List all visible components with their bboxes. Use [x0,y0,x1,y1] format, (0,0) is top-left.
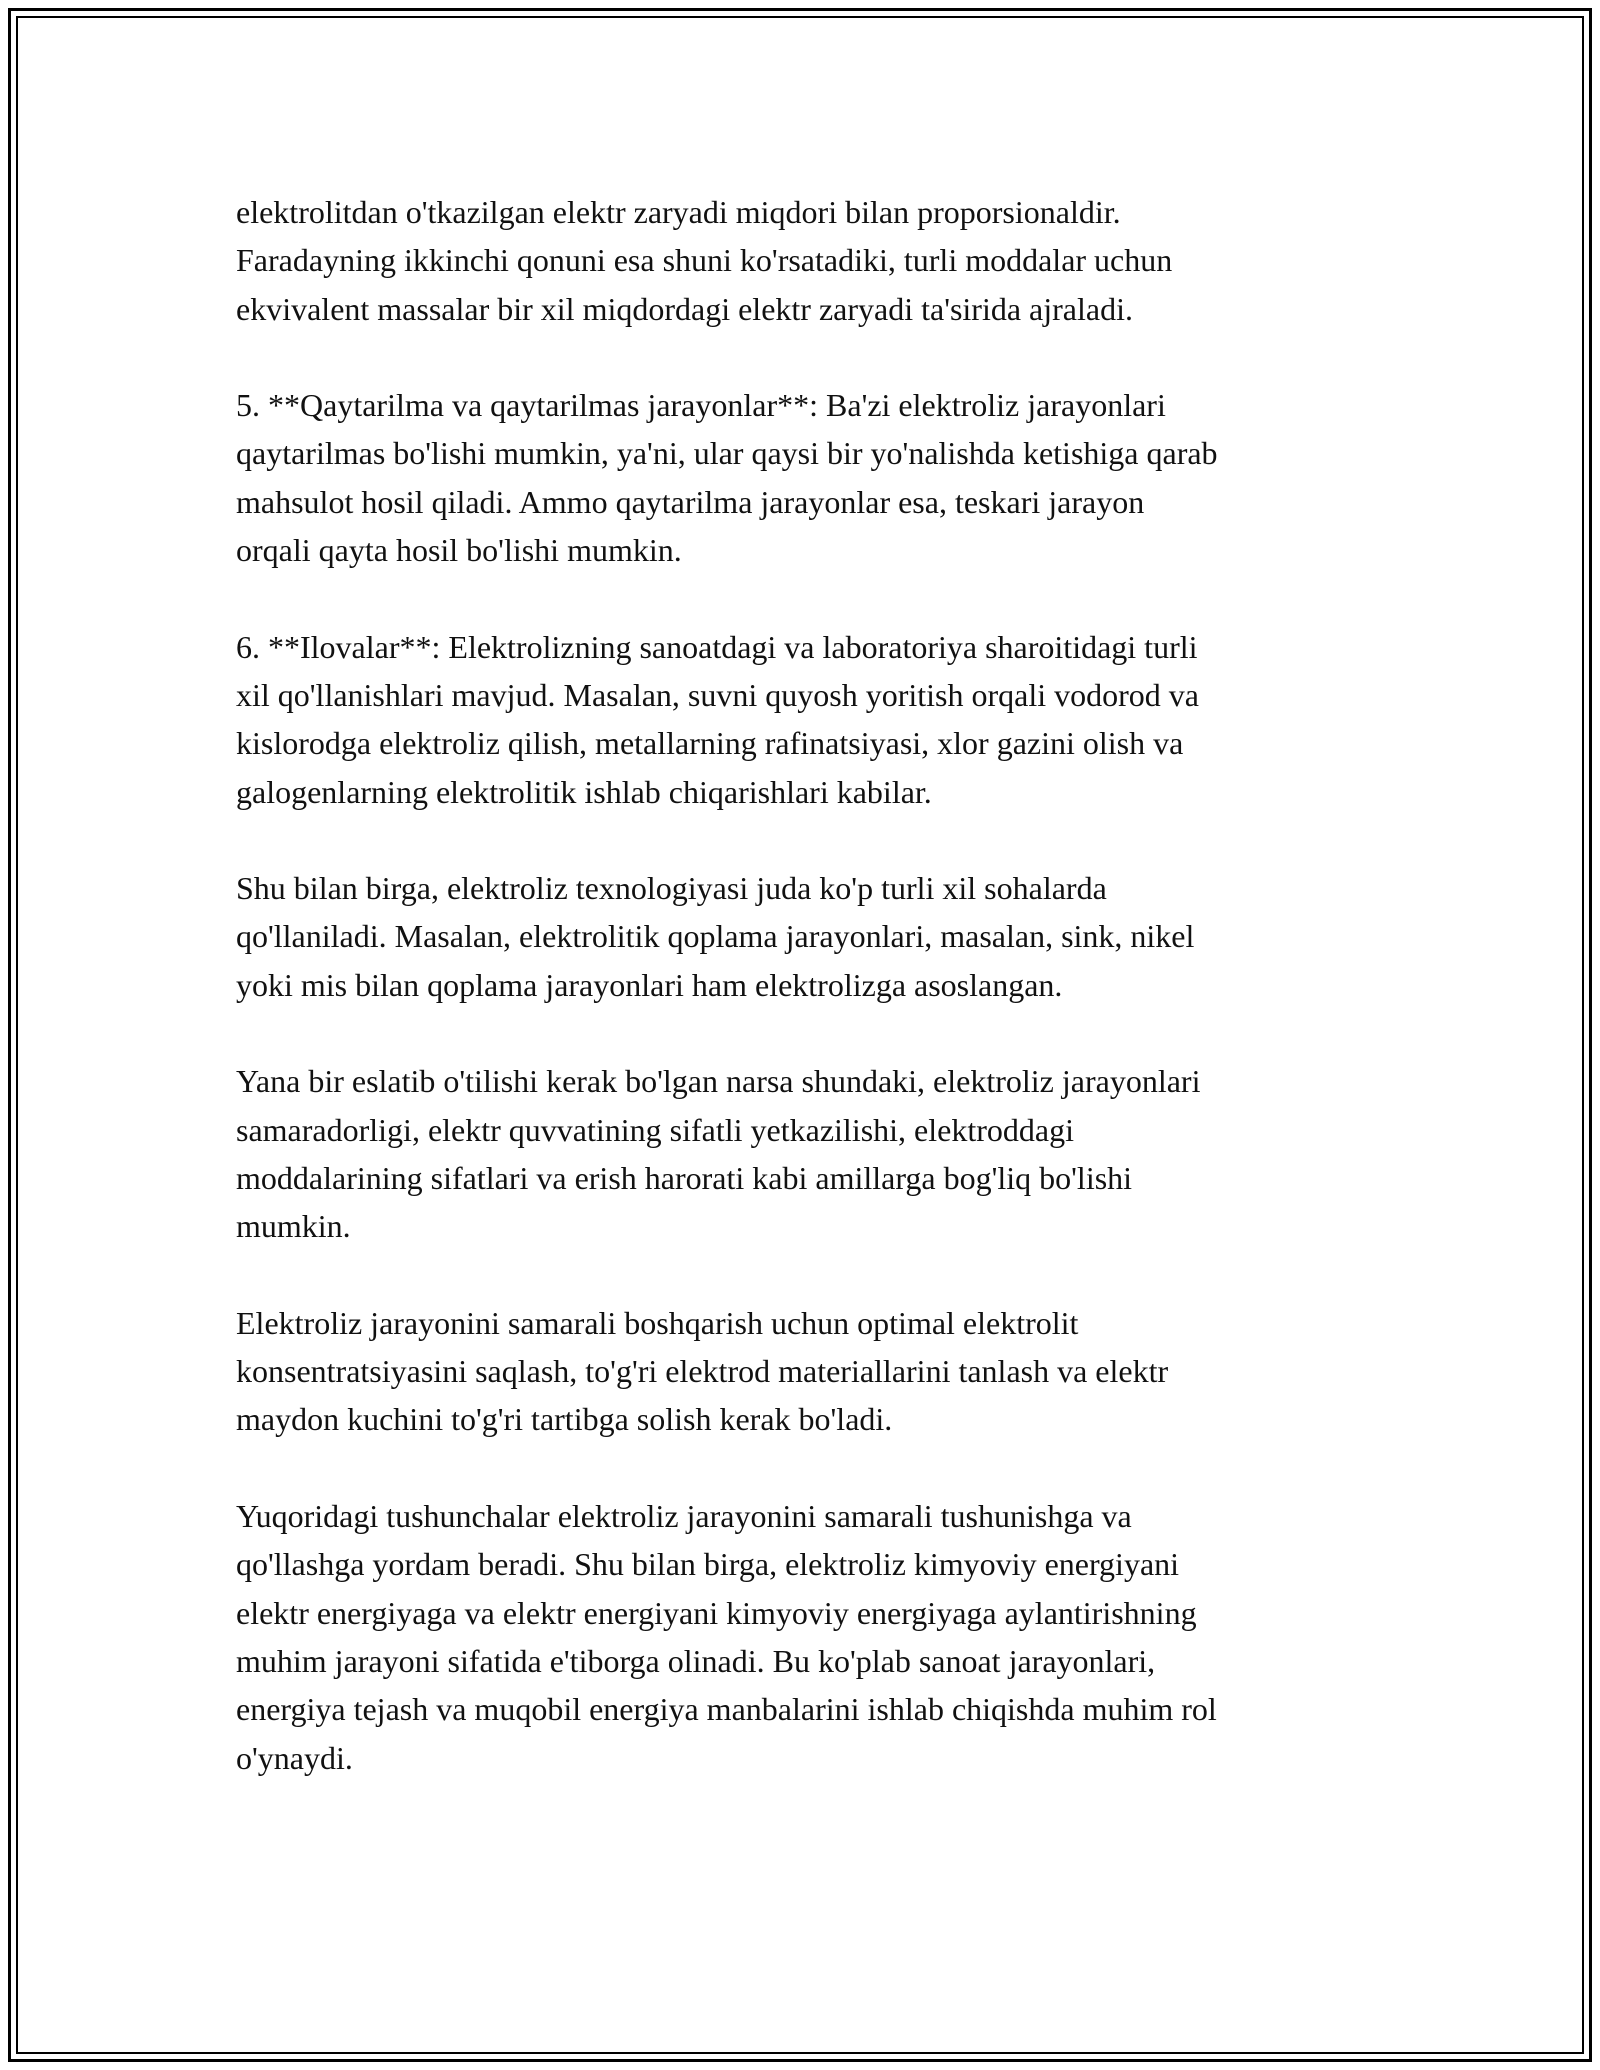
paragraph-faraday-law: elektrolitdan o'tkazilgan elektr zaryadi miqdori bilan proporsionaldir. Faradayning ikkinchi qonuni esa shuni ko'rsatadiki, turli moddalar uchun ekvivalent massalar bir xil miqdordagi elektr zaryadi ta'sirida ajraladi. [236,194,1173,327]
paragraph-process-control: Elektroliz jarayonini samarali boshqarish uchun optimal elektrolit konsentratsiyasini saqlash, to'g'ri elektrod materiallarini tanlash va elektr maydon kuchini to'g'ri tartibga solish kerak bo'ladi. [236,1304,1169,1438]
paragraph-efficiency-factors: Yana bir eslatib o'tilishi kerak bo'lgan narsa shundaki, elektroliz jarayonlari samaradorligi, elektr quvvatining sifatli yetkazilishi, elektroddagi moddalarining sifatlari va erish harorati kabi amillarga bog'liq bo'lishi mumkin. [236,1063,1201,1245]
paragraph-applications: 6. **Ilovalar**: Elektrolizning sanoatdagi va laboratoriya sharoitidagi turli xil qo'llanishlari mavjud. Masalan, suvni quyosh yoritish orqali vodorod va kislorodga elektroliz qilish, metallarning rafinatsiyasi, xlor gazini olish va galogenlarning elektrolitik ishlab chiqarishlari kabilar. [236,628,1199,810]
paragraph-conclusion: Yuqoridagi tushunchalar elektroliz jarayonini samarali tushunishga va qo'llashga yordam beradi. Shu bilan birga, elektroliz kimyoviy energiyani elektr energiyaga va elektr energiyani kimyoviy energiyaga aylantirishning muhim jarayoni sifatida e'tiborga olinadi. Bu ko'plab sanoat jarayonlari, energiya tejash va muqobil energiya manbalarini ishlab chiqishda muhim rol o'ynaydi. [236,1498,1217,1776]
paragraph-electroplating: Shu bilan birga, elektroliz texnologiyasi juda ko'p turli xil sohalarda qo'llaniladi. Masalan, elektrolitik qoplama jarayonlari, masalan, sink, nikel yoki mis bilan qoplama jarayonlari ham elektrolizga asoslangan. [236,870,1195,1003]
paragraph-reversible-processes: 5. **Qaytarilma va qaytarilmas jarayonlar**: Ba'zi elektroliz jarayonlari qaytarilmas bo'lishi mumkin, ya'ni, ular qaysi bir yo'nalishda ketishiga qarab mahsulot hosil qiladi. Ammo qaytarilma jarayonlar esa, teskari jarayon orqali qayta hosil bo'lishi mumkin. [236,387,1218,569]
document-body [236,188,1376,1830]
